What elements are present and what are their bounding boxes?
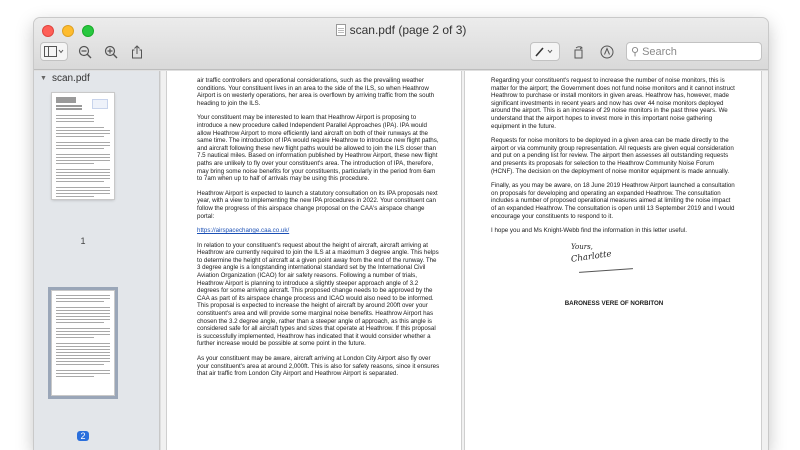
page-thumbnail-2[interactable]: [52, 291, 114, 395]
paragraph: In relation to your constituent's request about the height of aircraft, aircraft arriving at Heathrow are currently required to join the ILS at a maximum 3 degree angle. This helps to determine the height of aircraft at a given point away from the end of the runway. The 3 degree angle is a longstanding international standard set by the International Civil Aviation Organization (ICAO) for air safety reasons. Following a number of trials, Heathrow Airport is planning to introduce a slightly steeper approach angle of 3.2 degrees for some arriving aircraft. This proposed change needs to be approved by the CAA as part of its airspace change process and ICAO would also need to be informed. This proposal is expected to increase the height of aircraft by around 200ft over your constituent's area and will provide some marginal noise benefits. Heathrow Airport has chosen the 3.2 degree angle, rather than a steeper angle of approach, as this angle is considered safe for all aircraft types and sizes that operate at Heathrow. If this proposal is successfully implemented, Heathrow has indicated that it would consider whether a further increase would be possible at some point in the future.: [197, 241, 439, 348]
search-icon: ⚲: [631, 46, 640, 58]
sidebar-icon: [44, 46, 64, 57]
search-placeholder: Search: [642, 45, 677, 58]
thumbnail-label-selected: [52, 431, 114, 441]
preview-window: [34, 18, 768, 450]
page-text: [197, 77, 441, 385]
zoom-out-icon: [78, 45, 92, 59]
sidebar-toggle-button[interactable]: [40, 42, 68, 61]
thumbnail-sidebar: [34, 71, 160, 450]
thumbnail-label: 1: [80, 236, 86, 246]
markup-circle-icon: [600, 45, 614, 59]
signoff: Yours,: [571, 242, 593, 251]
sidebar-header[interactable]: [34, 71, 159, 85]
paragraph: As your constituent may be aware, aircraft arriving at London City Airport also fly over your constituent's area at around 2,000ft. This is also for safety reasons, since it ensures that air traffic from London City Airport and Heathrow Airport is separated.: [197, 355, 440, 378]
paragraph: Finally, as you may be aware, on 18 June 2019 Heathrow Airport launched a consultation on proposals for developing and operating an expanded Heathrow. The consultation includes a number of proposed operational measures aimed at limiting the noise impact of an expanded Heathrow. The consultation is open until 13 September 2019 and I would encourage your constituents to respond to it.: [491, 182, 735, 220]
markup-button[interactable]: [596, 42, 618, 61]
zoom-in-icon: [104, 45, 118, 59]
pdf-page-right: [465, 71, 761, 450]
stamp-image: [92, 99, 108, 109]
sidebar-file-name: scan.pdf: [51, 72, 90, 84]
zoom-in-button[interactable]: [100, 42, 122, 61]
document-icon: [336, 24, 346, 36]
paragraph: air traffic controllers and operational considerations, such as the prevailing weather conditions. Your constituent lives in an area to the side of the ILS, so when Heathrow Airport is on westerly operations, her area is overflown by arriving traffic from the south heading to join the ILS.: [197, 77, 435, 107]
selected-page-badge: 2: [77, 431, 88, 441]
handwritten-signature: Charlotte: [570, 248, 613, 265]
airspace-change-link[interactable]: https://airspacechange.caa.co.uk/: [197, 227, 290, 235]
disclosure-triangle-icon[interactable]: ▼: [40, 74, 47, 82]
document-view[interactable]: [161, 71, 768, 450]
window-title-text: scan.pdf (page 2 of 3): [349, 23, 467, 37]
page-text: [491, 77, 737, 307]
search-field[interactable]: [626, 42, 762, 61]
paragraph: I hope you and Ms Knight-Webb find the information in this letter useful.: [491, 227, 687, 235]
markup-toolbar-button[interactable]: [530, 42, 560, 61]
signature-block: [491, 242, 737, 300]
paragraph: Heathrow Airport is expected to launch a statutory consultation on its IPA proposals next year, with a view to implementing the new IPA procedures in 2022. Your constituent can follow the progress of this airspace change proposal on the CAA's airspace change portal:: [197, 189, 438, 220]
window-title: [34, 23, 768, 37]
paragraph: Your constituent may be interested to learn that Heathrow Airport is proposing to introduce a new procedure called Independent Parallel Approaches (IPA). IPA would allow Heathrow Airport to more efficiently land aircraft on both of their runways at the same time. The introduction of IPA would require Heathrow to introduce new flight paths, and aircraft following these new flight paths would be allowed to join the ILS closer than 7.5 nautical miles. Based on information published by Heathrow Airport, these new flight paths are unlikely to fly over your constituent's area. The introduction of IPA, therefore, may bring some noise benefits for your constituents, particularly in the period from 6am to 7am when up to half of arrivals may be using this procedure.: [197, 114, 439, 183]
pdf-page-left: [167, 71, 461, 450]
page-thumbnail-1[interactable]: [52, 93, 114, 199]
share-button[interactable]: [126, 42, 148, 61]
signatory-name: BARONESS VERE OF NORBITON: [564, 299, 664, 307]
pen-icon: [534, 46, 556, 57]
paragraph: Requests for noise monitors to be deployed in a given area can be made directly to the airport or via community group representation. All requests are given equal consideration and put on a pending list for review. The airport then assesses all outstanding requests and presents its proposals for selection to the Heathrow Community Noise Forum (HCNF). The decision on the deployment of noise monitor equipment is made annually.: [491, 137, 734, 175]
zoom-out-button[interactable]: [74, 42, 96, 61]
rotate-button[interactable]: [568, 42, 590, 61]
rotate-icon: [572, 45, 586, 59]
signature-underline: [579, 268, 633, 273]
paragraph: Regarding your constituent's request to increase the number of noise monitors, this is matter for the airport; the Government does not fund noise monitors and it cannot instruct Heathrow to purchase or install monitors in given areas. Heathrow has, however, made significant investments in recent years and now has over 44 noise monitors deployed around the airport. This is an increase of 29 noise monitors in the past three years. We understand that the airport hopes to invest more in this important noise gathering equipment in the future.: [491, 77, 735, 130]
share-icon: [131, 45, 143, 59]
title-bar: [34, 18, 768, 70]
crest-logo: [56, 97, 76, 103]
